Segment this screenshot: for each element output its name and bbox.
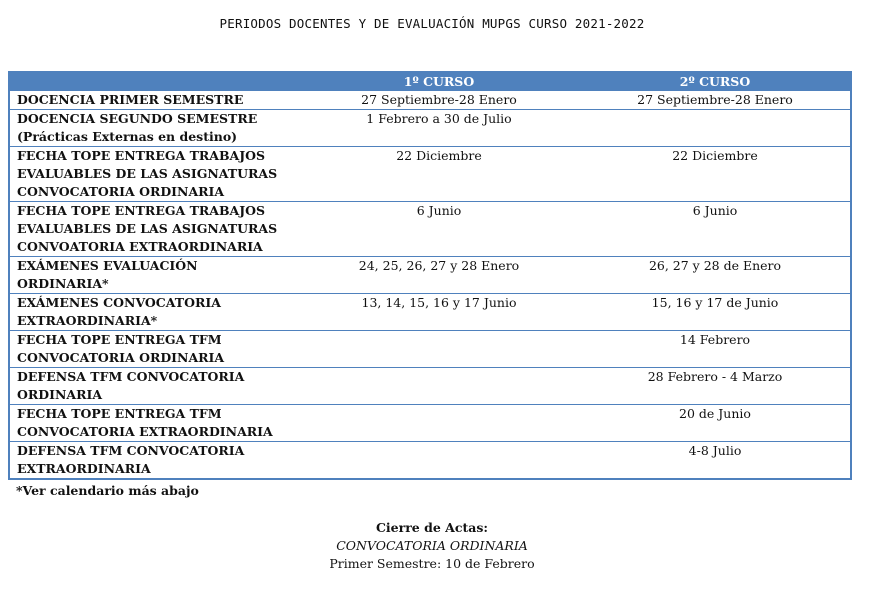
- first-year-value: 6 Junio: [298, 202, 580, 257]
- second-year-value: 6 Junio: [580, 202, 851, 257]
- row-label-line: EVALUABLES DE LAS ASIGNATURAS: [17, 221, 278, 236]
- closing-line: Primer Semestre: 10 de Febrero: [329, 556, 535, 571]
- second-year-value: [580, 110, 851, 147]
- page-title: PERIODOS DOCENTES Y DE EVALUACIÓN MUPGS CURSO 2021-2022: [219, 16, 645, 31]
- first-year-value: [298, 405, 580, 442]
- table-row: [9, 405, 851, 442]
- first-year-value: [298, 368, 580, 405]
- table-row: [9, 91, 851, 110]
- table-row: [9, 368, 851, 405]
- row-label-line: CONVOATORIA EXTRAORDINARIA: [17, 239, 263, 254]
- schedule-body: [9, 91, 851, 480]
- row-label-line: CONVOCATORIA EXTRAORDINARIA: [17, 424, 273, 439]
- row-label: [9, 147, 298, 202]
- row-label-line: EXTRAORDINARIA*: [17, 313, 158, 328]
- row-label-line: ORDINARIA*: [17, 276, 109, 291]
- row-label-line: FECHA TOPE ENTREGA TRABAJOS: [17, 203, 266, 218]
- row-label-line: DEFENSA TFM CONVOCATORIA: [17, 369, 245, 384]
- row-label: [9, 91, 298, 110]
- row-label-line: DOCENCIA PRIMER SEMESTRE: [17, 92, 244, 107]
- first-year-value: [298, 331, 580, 368]
- first-year-value: 24, 25, 26, 27 y 28 Enero: [298, 257, 580, 294]
- row-label-line: EXTRAORDINARIA: [17, 461, 151, 476]
- table-row: [9, 202, 851, 257]
- second-year-value: 4-8 Julio: [580, 442, 851, 480]
- table-row: [9, 257, 851, 294]
- table-header-row: [9, 72, 851, 91]
- second-year-value: 15, 16 y 17 de Junio: [580, 294, 851, 331]
- first-year-value: 22 Diciembre: [298, 147, 580, 202]
- second-year-value: 26, 27 y 28 de Enero: [580, 257, 851, 294]
- row-label-line: CONVOCATORIA ORDINARIA: [17, 184, 225, 199]
- header-empty: [9, 72, 298, 91]
- row-label: [9, 331, 298, 368]
- row-label: [9, 368, 298, 405]
- row-label: [9, 110, 298, 147]
- table-row: [9, 331, 851, 368]
- first-year-value: [298, 442, 580, 480]
- row-label-line: (Prácticas Externas en destino): [17, 129, 238, 144]
- row-label: [9, 405, 298, 442]
- row-label-line: DEFENSA TFM CONVOCATORIA: [17, 443, 245, 458]
- row-label: [9, 294, 298, 331]
- row-label-line: EXÁMENES CONVOCATORIA: [17, 295, 221, 310]
- header-first-year: 1º CURSO: [298, 72, 580, 91]
- closing-section: [0, 519, 864, 573]
- table-row: [9, 442, 851, 480]
- row-label: [9, 257, 298, 294]
- second-year-value: 27 Septiembre-28 Enero: [580, 91, 851, 110]
- second-year-value: 20 de Junio: [580, 405, 851, 442]
- table-row: [9, 294, 851, 331]
- row-label-line: EVALUABLES DE LAS ASIGNATURAS: [17, 166, 278, 181]
- second-year-value: 28 Febrero - 4 Marzo: [580, 368, 851, 405]
- first-year-value: 1 Febrero a 30 de Julio: [298, 110, 580, 147]
- row-label-line: ORDINARIA: [17, 387, 103, 402]
- row-label-line: DOCENCIA SEGUNDO SEMESTRE: [17, 111, 258, 126]
- closing-subheading: CONVOCATORIA ORDINARIA: [336, 538, 528, 553]
- first-year-value: 13, 14, 15, 16 y 17 Junio: [298, 294, 580, 331]
- first-year-value: 27 Septiembre-28 Enero: [298, 91, 580, 110]
- table-row: [9, 110, 851, 147]
- schedule-table: [8, 71, 852, 480]
- header-second-year: 2º CURSO: [580, 72, 851, 91]
- closing-heading: Cierre de Actas:: [375, 520, 488, 535]
- row-label-line: CONVOCATORIA ORDINARIA: [17, 350, 225, 365]
- row-label: [9, 442, 298, 480]
- row-label-line: FECHA TOPE ENTREGA TFM: [17, 406, 222, 421]
- row-label-line: FECHA TOPE ENTREGA TFM: [17, 332, 222, 347]
- row-label-line: EXÁMENES EVALUACIÓN: [17, 258, 198, 273]
- second-year-value: 14 Febrero: [580, 331, 851, 368]
- second-year-value: 22 Diciembre: [580, 147, 851, 202]
- footnote: *Ver calendario más abajo: [16, 483, 199, 498]
- row-label: [9, 202, 298, 257]
- row-label-line: FECHA TOPE ENTREGA TRABAJOS: [17, 148, 266, 163]
- table-row: [9, 147, 851, 202]
